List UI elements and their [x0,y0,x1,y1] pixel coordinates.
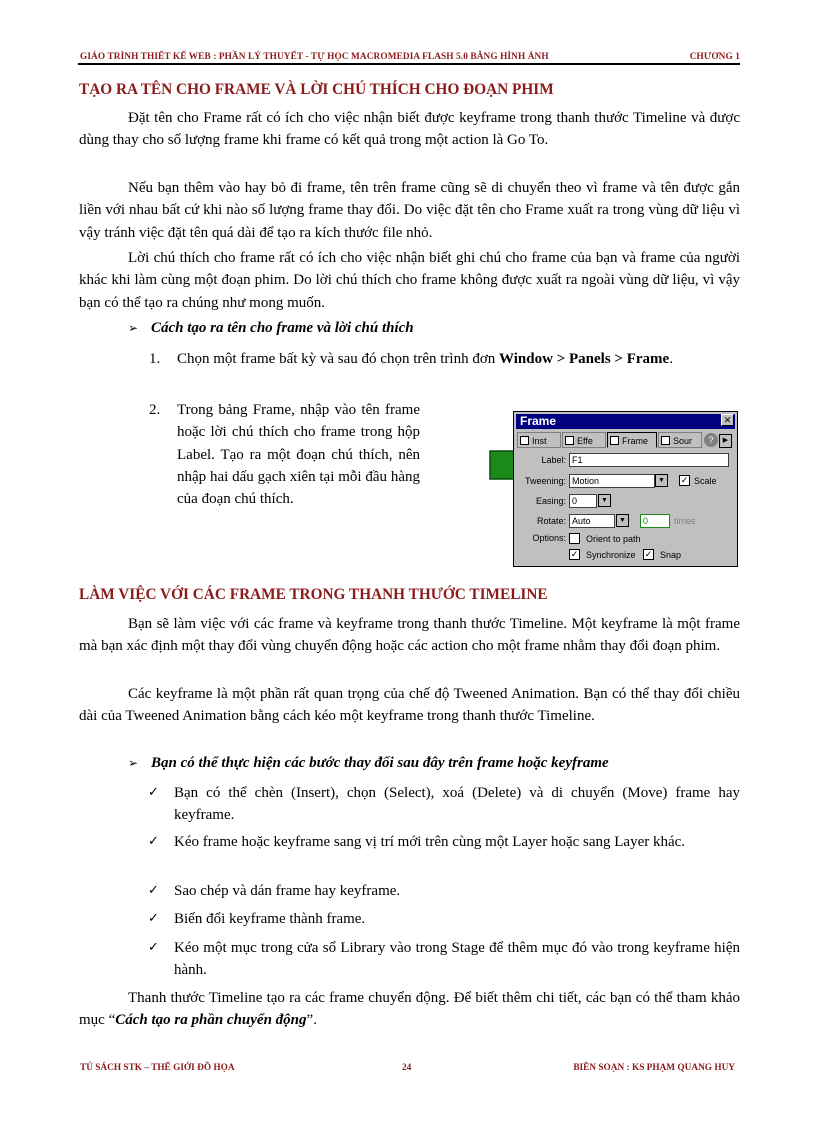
checkmark-icon: ✓ [148,911,159,926]
frame-panel-titlebar [516,414,735,429]
step-2 [149,399,420,510]
sound-icon [661,436,670,445]
page-number: 24 [402,1063,412,1073]
synchronize-checkbox[interactable]: ✓ [570,549,579,559]
tab-scroll-right-icon[interactable]: ▶ [719,434,732,448]
tab-effect[interactable] [562,432,606,448]
step-1-menu-path: Window > Panels > Frame [499,351,670,367]
section2-subheading-text: Bạn có thể thực hiện các bước thay đổi sau đây trên frame hoặc keyframe [151,755,609,771]
list-item-text: Bạn có thể chèn (Insert), chọn (Select), xoá (Delete) và di chuyển (Move) frame hay keyframe. [174,785,740,824]
checkmark-icon: ✓ [148,940,159,955]
step-1-number: 1. [149,351,161,367]
easing-label: Easing: [535,496,566,506]
footer-right: BIÊN SOẠN : KS PHẠM QUANG HUY [573,1063,735,1073]
tweening-dropdown-icon[interactable]: ▼ [655,474,668,487]
tab-sound[interactable] [658,432,702,448]
frame-panel-title: Frame [520,414,557,428]
arrow-bullet-icon: ➢ [128,321,139,335]
section2-paragraph-2: Các keyframe là một phần rất quan trọng của chế độ Tweened Animation. Bạn có thể thay đổi chiều dài của Tweened Animation bằng cách kéo một keyframe trong thanh thước Timeline. [79,686,740,725]
tab-frame-label: Frame [622,436,649,446]
scale-label: Scale [694,476,717,486]
times-label: times [674,516,696,526]
section2-paragraph-1: Bạn sẽ làm việc với các frame và keyframe trong thanh thước Timeline. Một keyframe là một frame mà bạn xác định một thay đổi vùng chuyển động hoặc các action cho một frame nhằm thay đổi đoạn phim. [79,616,740,655]
snap-checkbox[interactable]: ✓ [644,549,653,559]
list-item-text: Biến đổi keyframe thành frame. [174,911,366,927]
tab-instance[interactable] [517,432,561,448]
list-item [148,831,740,853]
list-item [148,937,740,982]
rotate-select[interactable]: Auto [569,514,615,528]
tab-sound-label: Sour [673,436,693,446]
scale-checkbox[interactable]: ✓ [680,475,689,485]
checkmark-icon: ✓ [148,834,159,849]
list-item-text: Kéo frame hoặc keyframe sang vị trí mới trên cùng một Layer hoặc sang Layer khác. [174,834,686,850]
page-header [78,50,740,64]
footer-left: TỦ SÁCH STK – THẾ GIỚI ĐỒ HỌA [80,1063,235,1073]
list-item [148,908,740,930]
list-item-text: Kéo một mục trong cửa sổ Library vào trong Stage để thêm mục đó vào trong keyframe hiện hành. [174,940,740,979]
tab-effect-label: Effe [577,436,593,446]
section2-heading: LÀM VIỆC VỚI CÁC FRAME TRONG THANH THƯỚC TIMELINE [79,586,548,603]
list-item [148,782,740,827]
header-title: GIÁO TRÌNH THIẾT KẾ WEB : PHẦN LÝ THUYẾT - TỰ HỌC MACROMEDIA FLASH 5.0 BẰNG HÌNH ẢNH [80,52,549,62]
easing-slider-icon[interactable]: ▼ [598,494,611,507]
frame-panel-tabs [517,432,734,449]
tab-frame[interactable] [607,432,657,448]
step-1-text: Chọn một frame bất kỳ và sau đó chọn trên trình đơn [177,351,500,367]
section1-subheading [128,320,414,337]
rotate-label: Rotate: [536,516,566,526]
rotate-dropdown-icon[interactable]: ▼ [616,514,629,527]
step-2-number: 2. [149,402,161,418]
help-icon[interactable]: ? [704,433,718,447]
section2-subheading [128,755,609,772]
cross-reference-link: Cách tạo ra phần chuyển động [115,1012,307,1029]
frame-panel-screenshot [513,411,738,567]
label-field-label: Label: [541,455,566,465]
checkmark-icon: ✓ [148,883,159,898]
effect-icon [565,436,574,445]
orient-to-path-label: Orient to path [586,534,641,544]
list-item [148,880,740,902]
section2-paragraph-3-text: Thanh thước Timeline tạo ra các frame chuyển động. Để biết thêm chi tiết, các bạn có thể tham khảo mục “ [79,990,740,1029]
tweening-label: Tweening: [524,476,566,486]
section1-paragraph-1: Đặt tên cho Frame rất có ích cho việc nhận biết được keyframe trong thanh thước Timeline và được dùng thay cho số lượng frame khi frame có kết quả trong một action là Go To. [79,110,740,149]
easing-input[interactable]: 0 [569,494,597,508]
section1-paragraph-3: Lời chú thích cho frame rất có ích cho việc nhận biết ghi chú cho frame của bạn và frame của người khác khi làm cùng một đoạn phim. Do lời chú thích cho frame không được xuất ra ngoài vùng dữ liệu, vì vậy bạn có thể tạo ra chúng như mong muốn. [79,250,740,311]
step-2-text: Trong bảng Frame, nhập vào tên frame hoặc lời chú thích cho frame trong hộp Label. Tạo ra một đoạn chú thích, nên nhập hai dấu gạch xiên tại mỗi đầu hàng của đoạn chú thích. [177,402,420,508]
header-chapter: CHƯƠNG 1 [689,52,740,62]
orient-to-path-checkbox[interactable] [569,533,580,544]
section1-paragraph-2: Nếu bạn thêm vào hay bỏ đi frame, tên trên frame cũng sẽ di chuyển theo vì frame và tên được gắn liền với nhau bất cứ khi nào số lượng frame thay đổi. Do việc đặt tên cho Frame xuất ra trong vùng dữ liệu vì vậy tránh việc đặt tên quá dài để tạo ra kích thước file nhỏ. [79,180,740,241]
section1-subheading-text: Cách tạo ra tên cho frame và lời chú thích [151,320,414,336]
frame-icon [610,436,619,445]
rotate-times-input[interactable]: 0 [640,514,670,528]
close-icon[interactable]: ✕ [721,414,734,426]
tab-instance-label: Inst [532,436,547,446]
tweening-select[interactable]: Motion [569,474,655,488]
arrow-bullet-icon: ➢ [128,756,139,770]
synchronize-label: Synchronize [586,550,636,560]
section2-paragraph-3-end: ”. [306,1012,317,1029]
step-1 [149,348,740,370]
instance-icon [520,436,529,445]
section2-paragraph-3 [79,987,740,1032]
step-1-end: . [669,351,673,367]
section1-heading: TẠO RA TÊN CHO FRAME VÀ LỜI CHÚ THÍCH CHO ĐOẠN PHIM [79,81,554,98]
list-item-text: Sao chép và dán frame hay keyframe. [174,883,401,899]
snap-label: Snap [660,550,682,560]
checkmark-icon: ✓ [148,785,159,800]
header-rule [78,63,740,65]
options-label: Options: [532,533,566,543]
label-input[interactable]: F1 [569,453,729,467]
